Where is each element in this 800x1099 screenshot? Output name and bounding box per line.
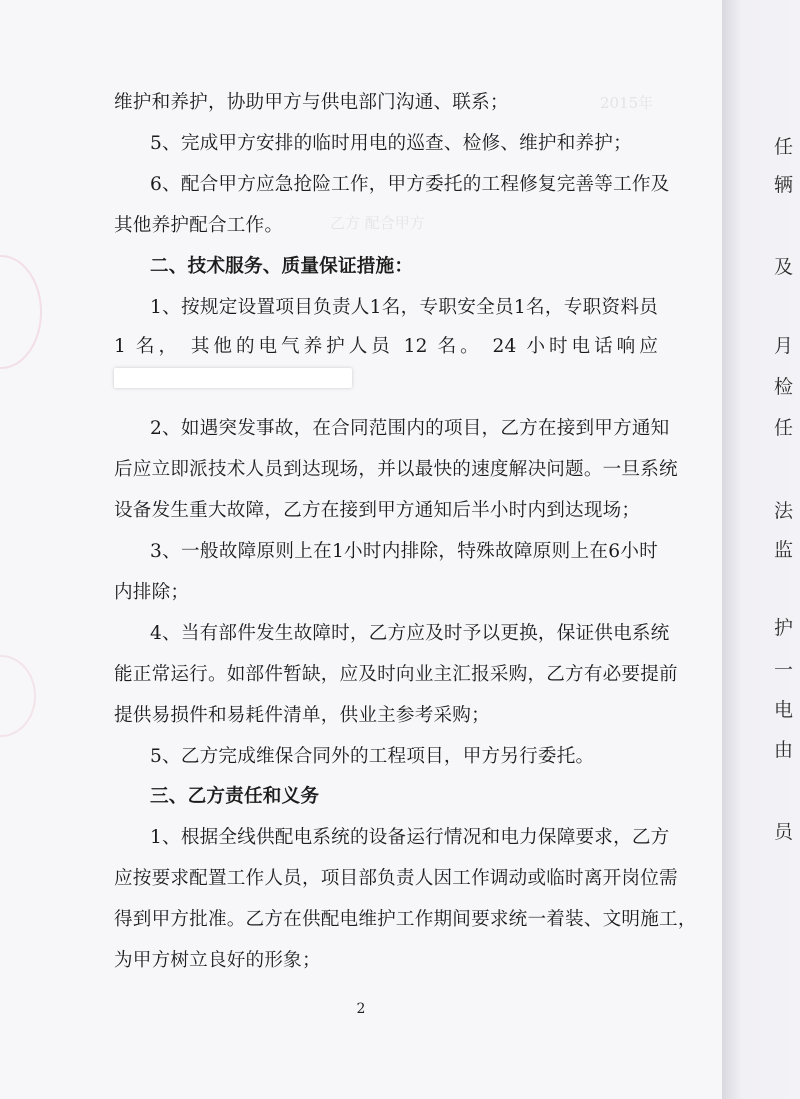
text-line: 后应立即派技术人员到达现场，并以最快的速度解决问题。一旦系统 (114, 459, 678, 480)
text-line: 5、乙方完成维保合同外的工程项目，甲方另行委托。 (150, 746, 595, 767)
section-heading: 二、技术服务、质量保证措施： (150, 256, 414, 277)
text-line: 内排除； (114, 582, 190, 603)
fragment-char: 护 (774, 617, 794, 639)
text-line: 提供易损件和易耗件清单，供业主参考采购； (114, 705, 490, 726)
text-line: 为甲方树立良好的形象； (114, 950, 321, 971)
text-line: 1、根据全线供配电系统的设备运行情况和电力保障要求，乙方 (150, 827, 670, 848)
fragment-char: 法 (774, 500, 794, 522)
fragment-char: 一 (774, 659, 794, 681)
section-heading: 三、乙方责任和义务 (150, 786, 320, 807)
document-page: 2015年 乙方 配合甲方 维护和养护，协助甲方与供电部门沟通、联系； 5、完成甲方安排的临时用电的巡查、检修、维护和养护； 6、配合甲方应急抢险工作，甲方委托的工程修复完善等工作及 其他养护配合工作。 二、技术服务、质量保证措施： 1、按规定设置项目负责人1名，专职安全员1名，专职资料员 1 名， 其他的电气养护人员 12 名。 24 小时电话响应 2、如遇突发事故，在合同范围内的项目，乙方在接到甲方通知 后应立即派技术人员到达现场，并以最快的速度解决问题。一旦系统 设备发生重大故障，乙方在接到甲方通知后半小时内到达现场； 3、一般故障原则上在1小时内排除，特殊故障原则上在6小时 内排除； 4、当有部件发生故障时，乙方应及时予以更换，保证供电系统 能正常运行。如部件暂缺，应及时向业主汇报采购，乙方有必要提前 提供易损件和易耗件清单，供业主参考采购； 5、乙方完成维保合同外的工程项目，甲方另行委托。 三、乙方责任和义务 1、根据全线供配电系统的设备运行情况和电力保障要求，乙方 应按要求配置工作人员，项目部负责人因工作调动或临时离开岗位需 得到甲方批准。乙方在供配电维护工作期间要求统一着装、文明施工， 为甲方树立良好的形象； 2 (0, 0, 722, 1099)
fragment-char: 由 (774, 739, 794, 761)
text-line: 6、配合甲方应急抢险工作，甲方委托的工程修复完善等工作及 (150, 174, 670, 195)
text-line: 设备发生重大故障，乙方在接到甲方通知后半小时内到达现场； (114, 500, 641, 521)
fragment-char: 及 (774, 256, 794, 278)
fragment-char: 员 (774, 821, 794, 843)
text-line: 3、一般故障原则上在1小时内排除，特殊故障原则上在6小时 (150, 541, 658, 562)
stamp-trace (0, 655, 36, 737)
adjacent-page-edge (722, 0, 800, 1099)
fragment-char: 检 (774, 376, 794, 398)
fragment-char: 辆 (774, 174, 794, 196)
text-line: 其他养护配合工作。 (114, 215, 284, 236)
text-line: 2、如遇突发事故，在合同范围内的项目，乙方在接到甲方通知 (150, 418, 670, 439)
text-line: 1、按规定设置项目负责人1名，专职安全员1名，专职资料员 (150, 297, 658, 318)
fragment-char: 电 (774, 699, 794, 721)
text-line: 5、完成甲方安排的临时用电的巡查、检修、维护和养护； (150, 133, 632, 154)
redacted-phone-number (114, 368, 352, 388)
text-line: 1 名， 其他的电气养护人员 12 名。 24 小时电话响应 (114, 336, 658, 357)
text-line: 应按要求配置工作人员，项目部负责人因工作调动或临时离开岗位需 (114, 868, 678, 889)
text-line: 能正常运行。如部件暂缺，应及时向业主汇报采购，乙方有必要提前 (114, 664, 678, 685)
text-line: 得到甲方批准。乙方在供配电维护工作期间要求统一着装、文明施工， (114, 909, 697, 930)
stamp-trace (0, 255, 42, 369)
page-number: 2 (356, 1001, 366, 1017)
fragment-char: 任 (774, 136, 794, 158)
text-line: 4、当有部件发生故障时，乙方应及时予以更换，保证供电系统 (150, 623, 670, 644)
fragment-char: 月 (774, 335, 794, 357)
fragment-char: 监 (774, 539, 794, 561)
text-line: 维护和养护，协助甲方与供电部门沟通、联系； (114, 92, 509, 113)
fragment-char: 任 (774, 417, 794, 439)
